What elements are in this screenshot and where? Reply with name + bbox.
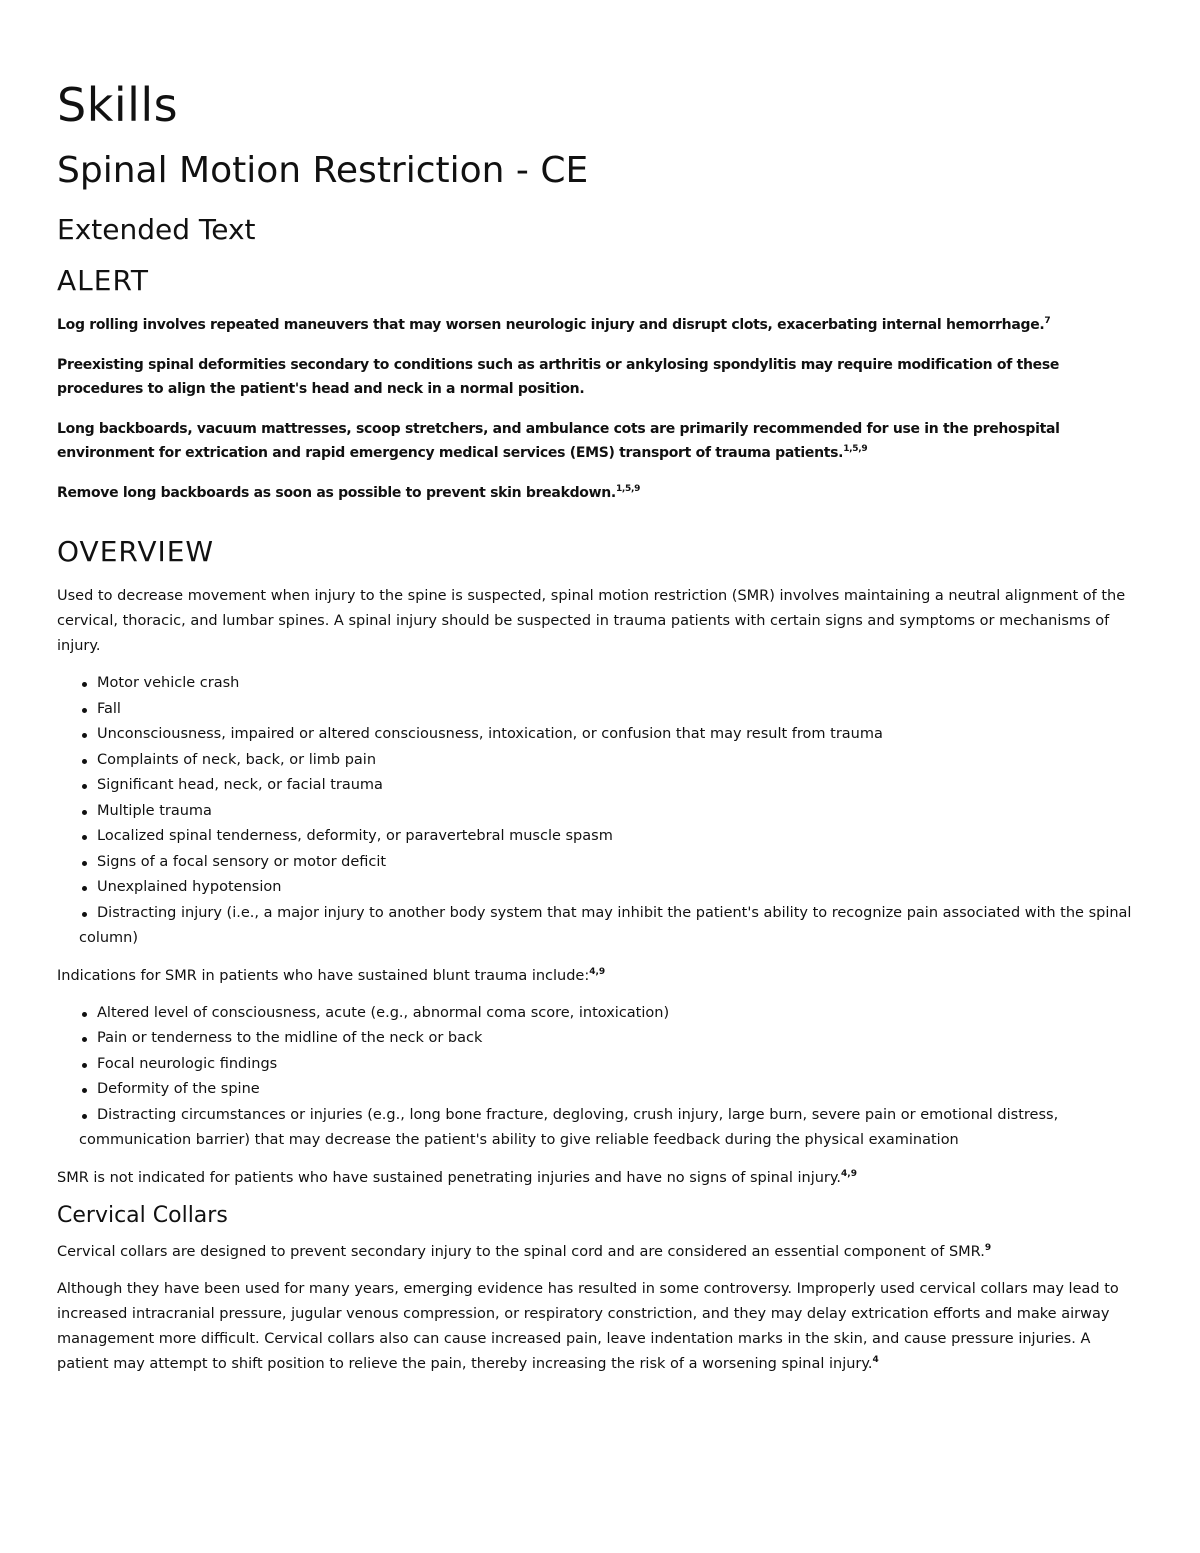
list-item: Signs of a focal sensory or motor deficit [79,850,1140,876]
citation: 1,5,9 [843,444,868,454]
page-title: Spinal Motion Restriction - CE [57,150,589,191]
citation: 9 [984,1242,992,1253]
citation: 4,9 [841,1168,857,1179]
list-item: Focal neurologic findings [79,1052,1140,1078]
page-category-heading: Skills [57,78,179,132]
list-item: Unconsciousness, impaired or altered consciousness, intoxication, or confusion that may result from trauma [79,722,1140,748]
indications-text: Indications for SMR in patients who have sustained blunt trauma include: [57,967,590,984]
alert-heading: ALERT [57,264,149,297]
citation: 1,5,9 [615,484,641,494]
list-item: Motor vehicle crash [79,671,1140,697]
overview-heading: OVERVIEW [57,535,215,568]
overview-section [57,535,1140,1377]
alert-paragraph [57,313,1140,337]
cervical-text: Although they have been used for many years, emerging evidence has resulted in some controversy. Improperly used cervical collars may lead to increased intracranial pressure, jugular venous compression, or respiratory constriction, and they may delay extrication efforts and make airway management more difficult. Cervical collars also can cause increased pain, leave indentation marks in the skin, and cause pressure injuries. A patient may attempt to shift position to relieve the pain, thereby increasing the risk of a worsening spinal injury. [57,1280,1119,1372]
cervical-paragraph [57,1277,1140,1377]
alert-text: Log rolling involves repeated maneuvers that may worsen neurologic injury and disrupt clots, exacerbating internal hemorrhage. [57,317,1045,333]
cervical-paragraph [57,1240,1140,1265]
list-item: Unexplained hypotension [79,875,1140,901]
cervical-text: Cervical collars are designed to prevent secondary injury to the spinal cord and are considered an essential component of SMR. [57,1243,985,1260]
list-item: Fall [79,697,1140,723]
not-indicated-text: SMR is not indicated for patients who have sustained penetrating injuries and have no signs of spinal injury. [57,1169,842,1186]
citation: 4 [872,1354,879,1365]
list-item: Significant head, neck, or facial trauma [79,773,1140,799]
list-item: Altered level of consciousness, acute (e.g., abnormal coma score, intoxication) [79,1001,1140,1027]
list-item: Localized spinal tenderness, deformity, or paravertebral muscle spasm [79,824,1140,850]
list-item: Pain or tenderness to the midline of the neck or back [79,1026,1140,1052]
citation: 7 [1044,316,1051,326]
alert-section [57,264,1140,505]
list-item: Distracting injury (i.e., a major injury to another body system that may inhibit the patient's ability to recognize pain associated with the spinal column) [79,901,1140,952]
alert-paragraph [57,417,1140,465]
list-item: Deformity of the spine [79,1077,1140,1103]
alert-text: Remove long backboards as soon as possible to prevent skin breakdown. [57,485,616,501]
page-subtitle: Extended Text [57,213,256,246]
alert-text: Preexisting spinal deformities secondary to conditions such as arthritis or ankylosing spondylitis may require modification of these procedures to align the patient's head and neck in a normal position. [57,357,1060,397]
not-indicated-paragraph [57,1166,1140,1191]
alert-paragraph [57,481,1140,505]
list-item: Multiple trauma [79,799,1140,825]
indications-list [57,1001,1140,1154]
injury-signs-list [57,671,1140,952]
alert-text: Long backboards, vacuum mattresses, scoop stretchers, and ambulance cots are primarily recommended for use in the prehospital environment for extrication and rapid emergency medical services (EMS) transport of trauma patients. [57,421,1060,461]
overview-intro: Used to decrease movement when injury to the spine is suspected, spinal motion restriction (SMR) involves maintaining a neutral alignment of the cervical, thoracic, and lumbar spines. A spinal injury should be suspected in trauma patients with certain signs and symptoms or mechanisms of injury. [57,588,1126,654]
citation: 4,9 [589,966,606,977]
list-item: Distracting circumstances or injuries (e.g., long bone fracture, degloving, crush injury, large burn, severe pain or emotional distress, communication barrier) that may decrease the patient's ability to give reliable feedback during the physical examination [79,1103,1140,1154]
cervical-collars-heading: Cervical Collars [57,1202,228,1228]
indications-paragraph [57,964,1140,989]
alert-paragraph [57,353,1140,401]
list-item: Complaints of neck, back, or limb pain [79,748,1140,774]
